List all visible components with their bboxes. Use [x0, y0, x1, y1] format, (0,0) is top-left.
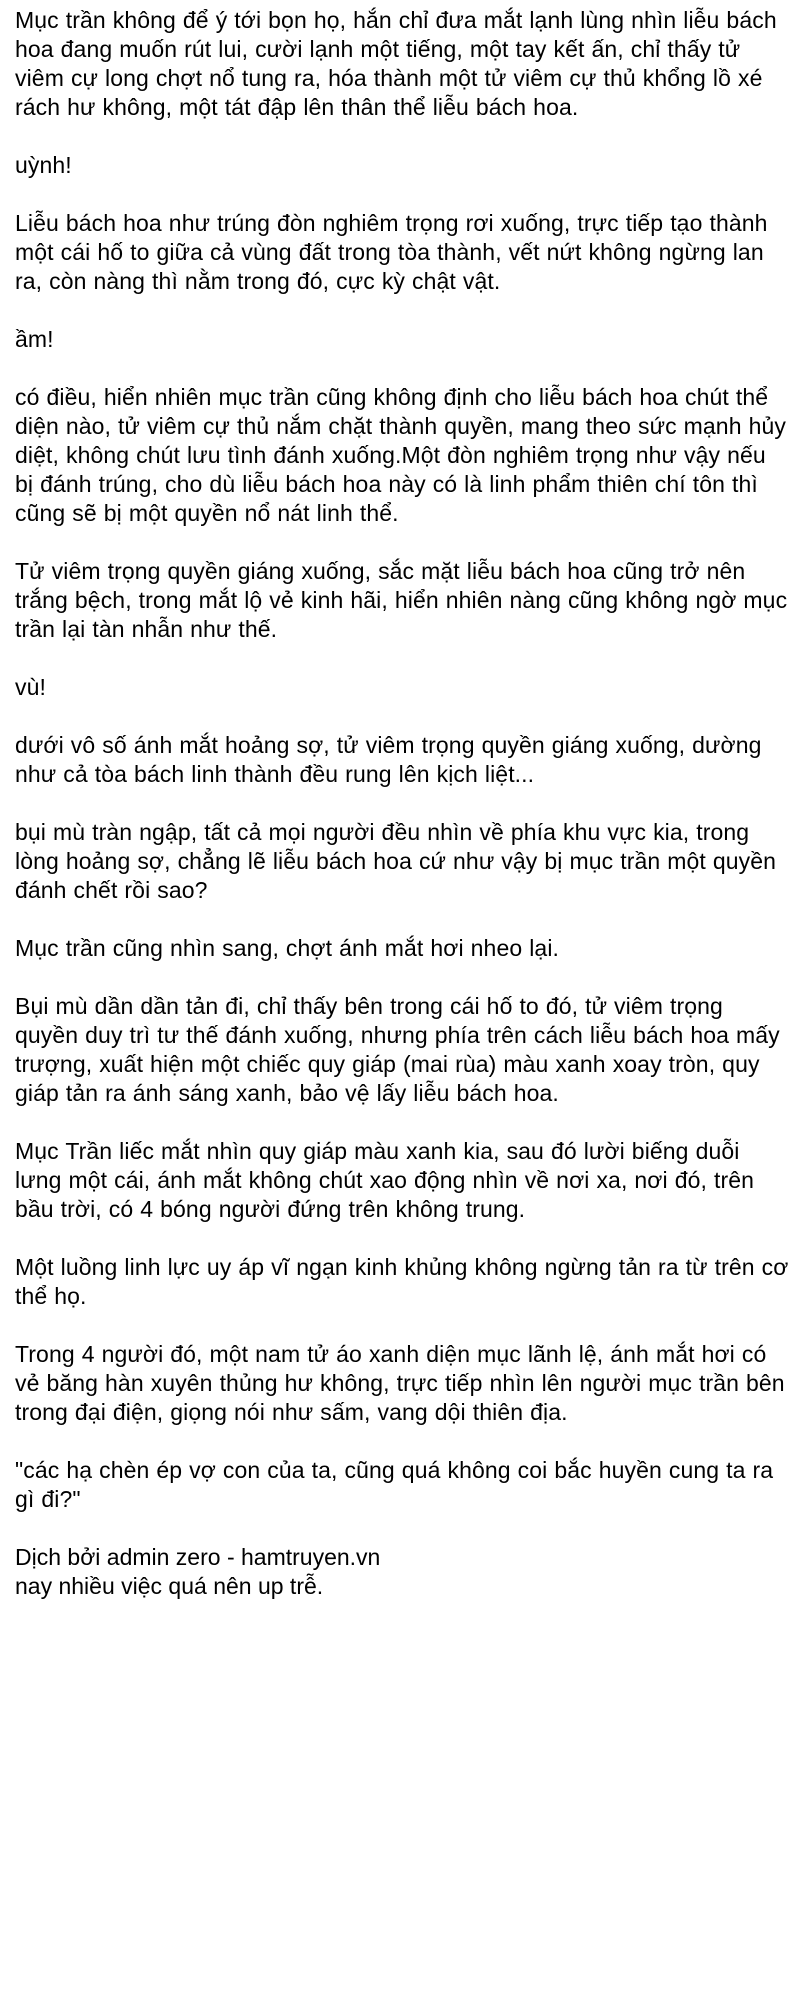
paragraph: Liễu bách hoa như trúng đòn nghiêm trọng rơi xuống, trực tiếp tạo thành một cái hố to giữa cả vùng đất trong tòa thành, vết nứt không ngừng lan ra, còn nàng thì nằm trong đó, cực kỳ chật vật.	[15, 210, 768, 294]
paragraph: bụi mù tràn ngập, tất cả mọi người đều nhìn về phía khu vực kia, trong lòng hoảng sợ, chẳng lẽ liễu bách hoa cứ như vậy bị mục trần một quyền đánh chết rồi sao?	[15, 819, 777, 903]
paragraph: Mục trần cũng nhìn sang, chợt ánh mắt hơi nheo lại.	[15, 935, 560, 961]
paragraph: Một luồng linh lực uy áp vĩ ngạn kinh khủng không ngừng tản ra từ trên cơ thể họ.	[15, 1254, 789, 1309]
paragraph: dưới vô số ánh mắt hoảng sợ, tử viêm trọng quyền giáng xuống, dường như cả tòa bách linh thành đều rung lên kịch liệt...	[15, 732, 762, 787]
paragraph: Mục trần không để ý tới bọn họ, hắn chỉ đưa mắt lạnh lùng nhìn liễu bách hoa đang muốn rút lui, cười lạnh một tiếng, một tay kết ấn, chỉ thấy tử viêm cự long chợt nổ tung ra, hóa thành một tử viêm cự thủ khổng lồ xé rách hư không, một tát đập lên thân thể liễu bách hoa.	[15, 7, 777, 120]
paragraph: Trong 4 người đó, một nam tử áo xanh diện mục lãnh lệ, ánh mắt hơi có vẻ băng hàn xuyên thủng hư không, trực tiếp nhìn lên người mục trần bên trong đại điện, giọng nói như sấm, vang dội thiên địa.	[15, 1341, 785, 1425]
paragraph: có điều, hiển nhiên mục trần cũng không định cho liễu bách hoa chút thể diện nào, tử viêm cự thủ nắm chặt thành quyền, mang theo sức mạnh hủy diệt, không chút lưu tình đánh xuống.Một đòn nghiêm trọng như vậy nếu bị đánh trúng, cho dù liễu bách hoa này có là linh phẩm thiên chí tôn thì cũng sẽ bị một quyền nổ nát linh thể.	[15, 384, 786, 526]
paragraph: uỳnh!	[15, 152, 72, 178]
translator-credit: Dịch bởi admin zero - hamtruyen.vn	[15, 1544, 381, 1570]
paragraph: ầm!	[15, 326, 54, 352]
paragraph: Tử viêm trọng quyền giáng xuống, sắc mặt liễu bách hoa cũng trở nên trắng bệch, trong mắt lộ vẻ kinh hãi, hiển nhiên nàng cũng không ngờ mục trần lại tàn nhẫn như thế.	[15, 558, 788, 642]
credits	[15, 1543, 790, 1601]
paragraph: Bụi mù dần dần tản đi, chỉ thấy bên trong cái hố to đó, tử viêm trọng quyền duy trì tư thế đánh xuống, nhưng phía trên cách liễu bách hoa mấy trượng, xuất hiện một chiếc quy giáp (mai rùa) màu xanh xoay tròn, quy giáp tản ra ánh sáng xanh, bảo vệ lấy liễu bách hoa.	[15, 993, 780, 1106]
paragraph: Mục Trần liếc mắt nhìn quy giáp màu xanh kia, sau đó lười biếng duỗi lưng một cái, ánh mắt không chút xao động nhìn về nơi xa, nơi đó, trên bầu trời, có 4 bóng người đứng trên không trung.	[15, 1138, 754, 1222]
paragraph: "các hạ chèn ép vợ con của ta, cũng quá không coi bắc huyền cung ta ra gì đi?"	[15, 1457, 774, 1512]
story-text	[15, 6, 790, 1514]
paragraph: vù!	[15, 674, 46, 700]
upload-note: nay nhiều việc quá nên up trễ.	[15, 1573, 324, 1599]
